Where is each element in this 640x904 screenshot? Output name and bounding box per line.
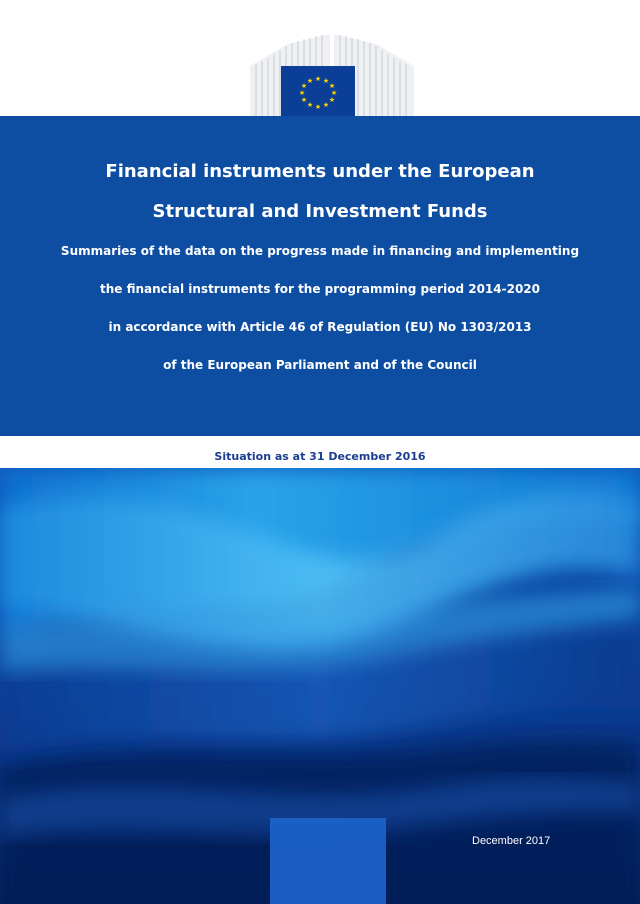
- eu-stars-icon: [281, 66, 355, 118]
- svg-text:★: ★: [314, 103, 322, 111]
- title-line-1: Financial instruments under the European: [105, 161, 535, 182]
- situation-date: Situation as at 31 December 2016: [214, 450, 426, 463]
- subtitle-line-1: Summaries of the data on the progress made in financing and implementing: [60, 244, 580, 258]
- svg-text:★: ★: [306, 77, 314, 85]
- svg-text:★: ★: [306, 101, 314, 109]
- svg-text:★: ★: [298, 89, 306, 97]
- subtitle-line-3: in accordance with Article 46 of Regulation (EU) No 1303/2013: [108, 320, 532, 334]
- subtitle-line-4: of the European Parliament and of the Council: [163, 358, 477, 372]
- subtitle-line-2: the financial instruments for the programming period 2014-2020: [99, 282, 541, 296]
- svg-text:★: ★: [322, 77, 330, 85]
- eu-flag-icon: [281, 66, 355, 118]
- svg-text:★: ★: [328, 96, 336, 104]
- title-line-2: Structural and Investment Funds: [152, 201, 488, 222]
- title-band: [0, 116, 640, 436]
- svg-text:★: ★: [300, 96, 308, 104]
- footer-square: [270, 818, 386, 904]
- svg-text:★: ★: [322, 101, 330, 109]
- svg-text:★: ★: [330, 89, 338, 97]
- svg-text:★: ★: [300, 82, 308, 90]
- svg-text:★: ★: [328, 82, 336, 90]
- publication-date: December 2017: [472, 835, 551, 847]
- svg-text:★: ★: [314, 75, 322, 83]
